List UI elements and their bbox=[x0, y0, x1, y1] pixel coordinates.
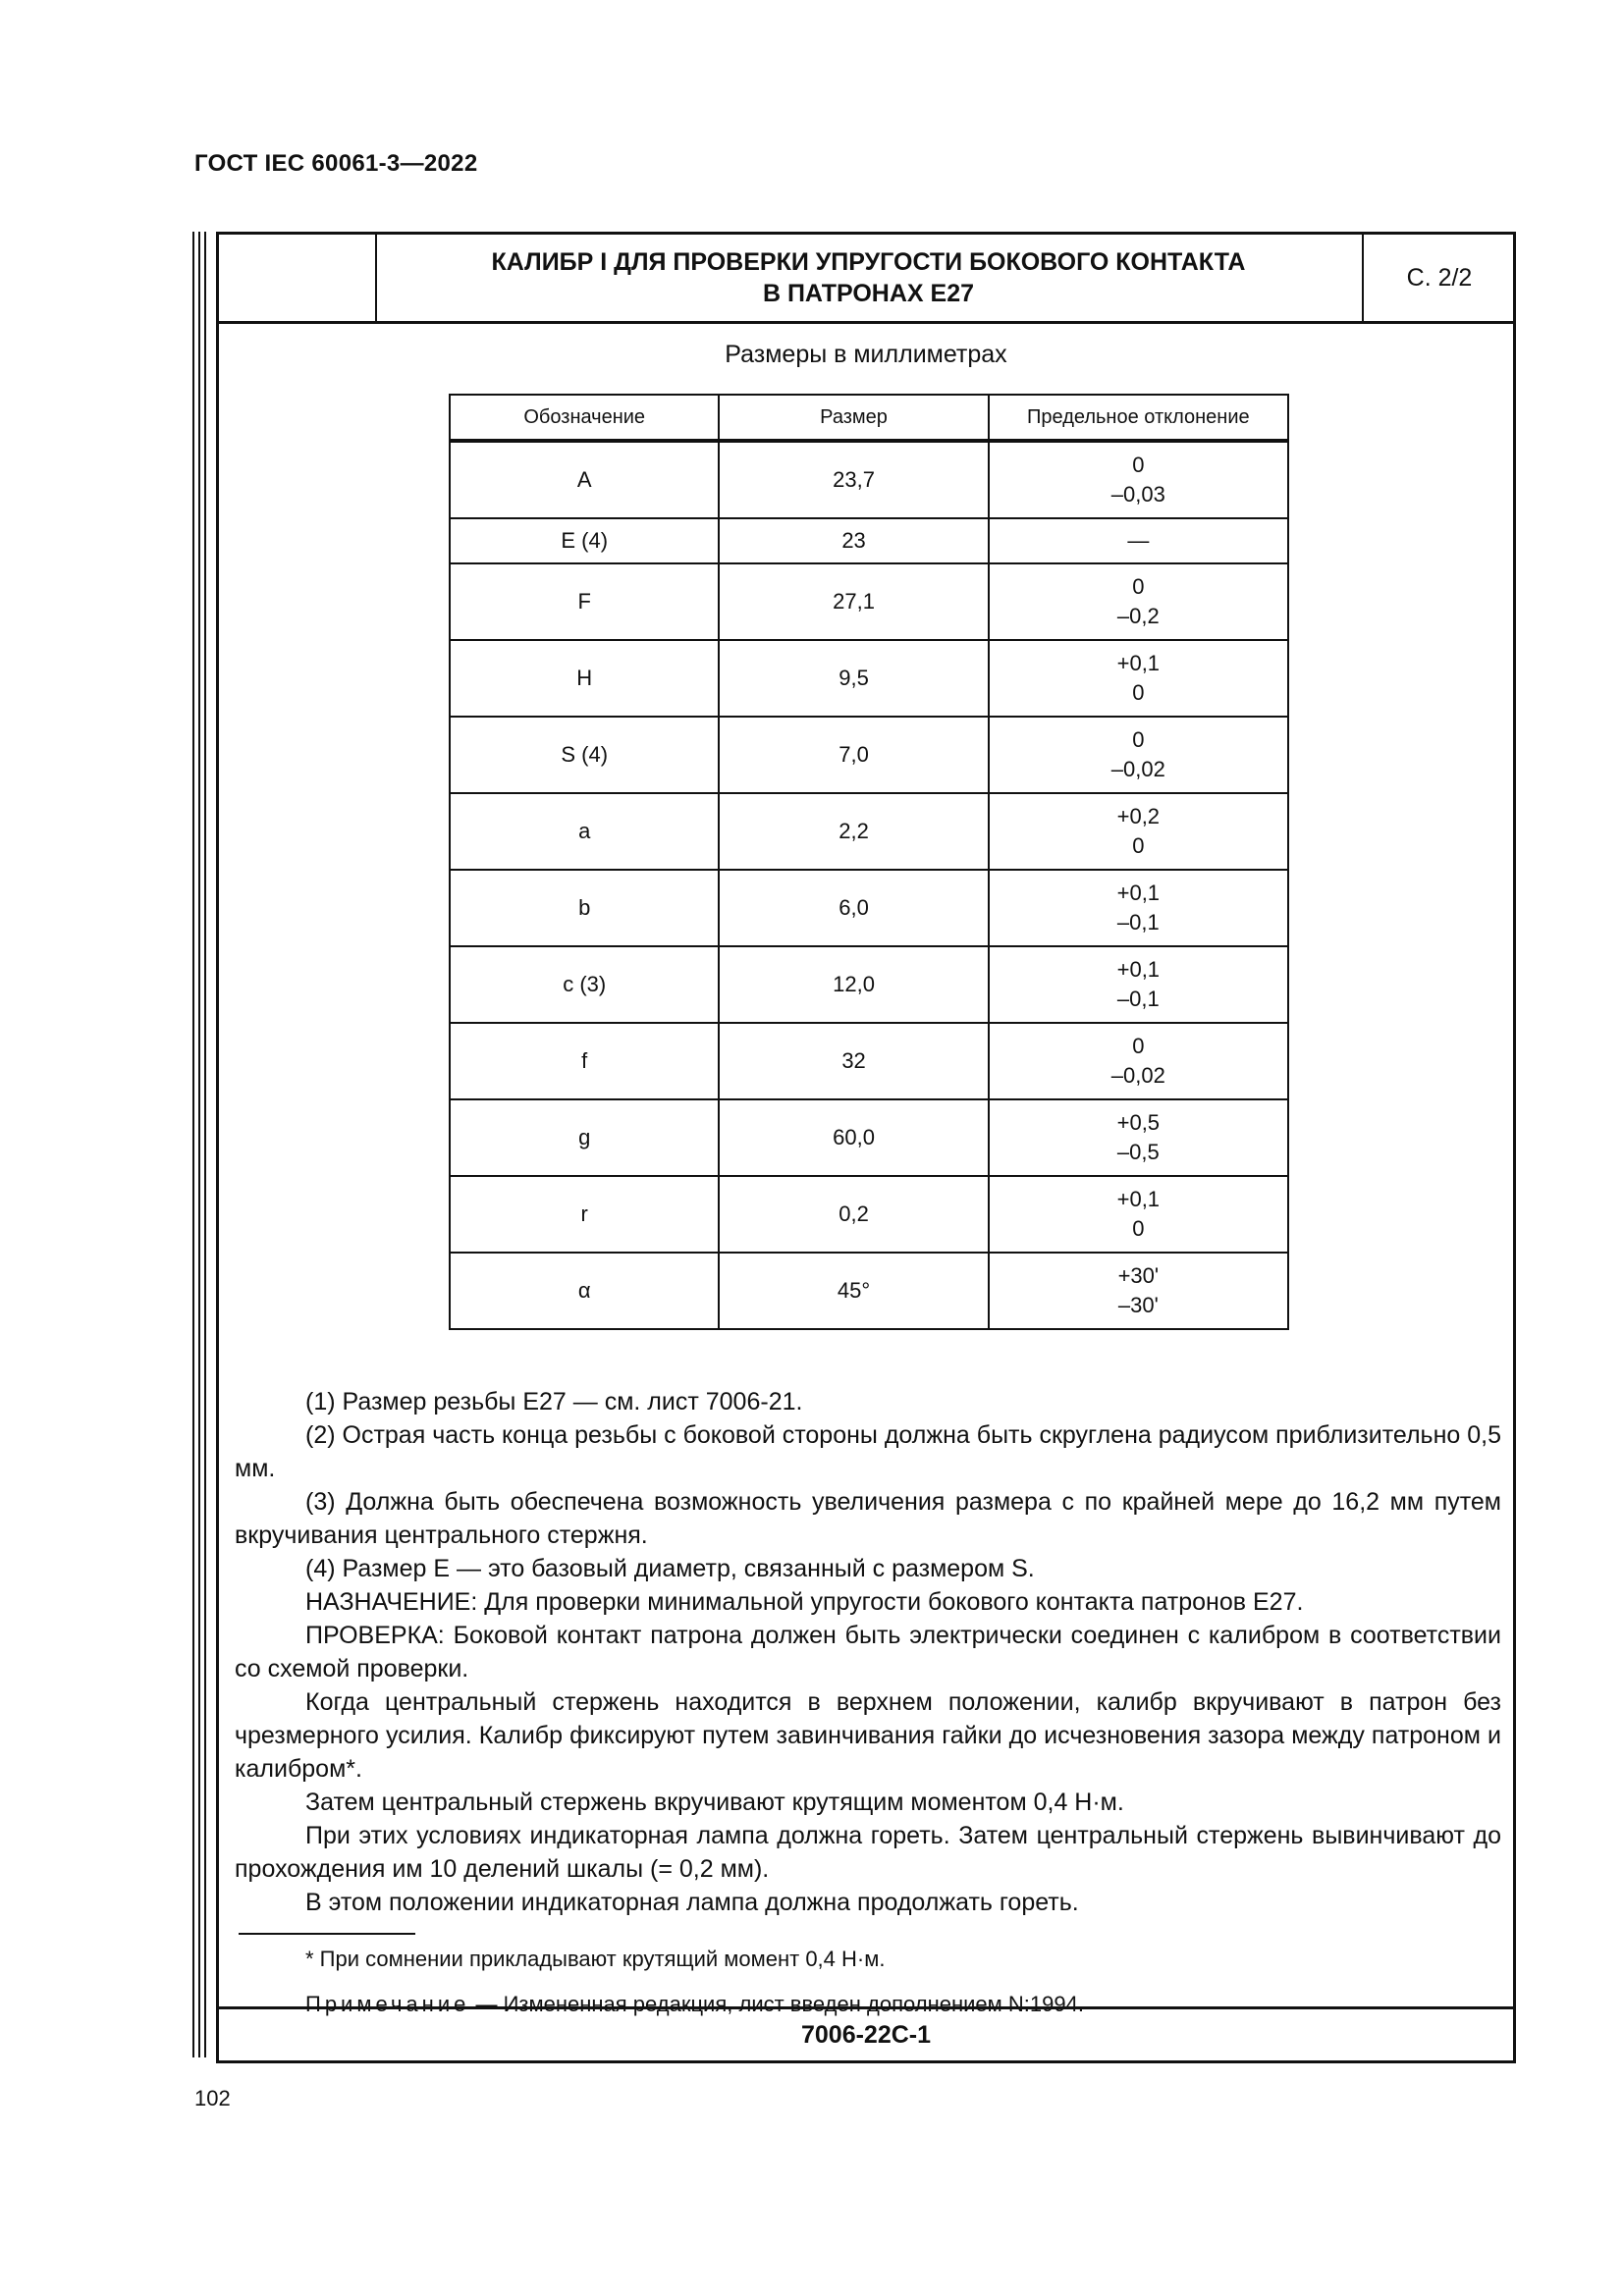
footnote: * При сомнении прикладывают крутящий момент 0,4 Н·м. bbox=[305, 1947, 886, 1971]
note-paragraph: НАЗНАЧЕНИЕ: Для проверки минимальной упругости бокового контакта патронов Е27. bbox=[305, 1588, 1304, 1616]
symbol-cell: g bbox=[450, 1099, 719, 1176]
note-paragraph: (3) Должна быть обеспечена возможность увеличения размера с по крайней мере до 16,2 мм путем вкручивания центрального стержня. bbox=[235, 1488, 1501, 1549]
notes-block bbox=[235, 1385, 1501, 1919]
note-paragraph: Затем центральный стержень вкручивают крутящим моментом 0,4 Н·м. bbox=[305, 1789, 1124, 1816]
size-cell: 7,0 bbox=[719, 717, 988, 793]
size-cell: 27,1 bbox=[719, 563, 988, 640]
column-header: Предельное отклонение bbox=[989, 395, 1288, 441]
column-header: Обозначение bbox=[450, 395, 719, 441]
sheet-frame bbox=[216, 232, 1516, 2063]
table-row bbox=[450, 1023, 1288, 1099]
deviation-cell: +0,1 0 bbox=[989, 1176, 1288, 1253]
binding-rule bbox=[204, 232, 206, 2057]
symbol-cell: F bbox=[450, 563, 719, 640]
symbol-cell: E (4) bbox=[450, 518, 719, 563]
remark-text: — Измененная редакция, лист введен дополнением N:1994. bbox=[469, 1992, 1084, 2016]
table-row bbox=[450, 717, 1288, 793]
column-header: Размер bbox=[719, 395, 988, 441]
note-paragraph: (2) Острая часть конца резьбы с боковой стороны должна быть скруглена радиусом приблизительно 0,5 мм. bbox=[235, 1421, 1501, 1482]
symbol-cell: α bbox=[450, 1253, 719, 1329]
deviation-cell: +0,1 –0,1 bbox=[989, 946, 1288, 1023]
deviation-cell: 0 –0,02 bbox=[989, 717, 1288, 793]
size-cell: 9,5 bbox=[719, 640, 988, 717]
page-number: 102 bbox=[194, 2086, 231, 2110]
note-paragraph: (4) Размер Е — это базовый диаметр, связанный с размером S. bbox=[305, 1555, 1035, 1582]
table-row bbox=[450, 518, 1288, 563]
header-blank-cell bbox=[219, 235, 377, 321]
deviation-cell: +30' –30' bbox=[989, 1253, 1288, 1329]
size-cell: 2,2 bbox=[719, 793, 988, 870]
note-paragraph: (1) Размер резьбы Е27 — см. лист 7006-21. bbox=[305, 1388, 803, 1415]
size-cell: 23,7 bbox=[719, 441, 988, 518]
footnote-separator bbox=[239, 1933, 415, 1935]
table-row bbox=[450, 870, 1288, 946]
deviation-cell: +0,2 0 bbox=[989, 793, 1288, 870]
size-cell: 60,0 bbox=[719, 1099, 988, 1176]
units-caption: Размеры в миллиметрах bbox=[725, 341, 1007, 368]
binding-rule bbox=[192, 232, 194, 2057]
size-cell: 6,0 bbox=[719, 870, 988, 946]
table-row bbox=[450, 946, 1288, 1023]
deviation-cell: +0,1 0 bbox=[989, 640, 1288, 717]
deviation-cell: 0 –0,2 bbox=[989, 563, 1288, 640]
symbol-cell: r bbox=[450, 1176, 719, 1253]
note-paragraph: ПРОВЕРКА: Боковой контакт патрона должен быть электрически соединен с калибром в соответствии со схемой проверки. bbox=[235, 1622, 1501, 1682]
note-paragraph: Когда центральный стержень находится в верхнем положении, калибр вкручивают в патрон без чрезмерного усилия. Калибр фиксируют путем завинчивания гайки до исчезновения зазора между патроном и калибром*. bbox=[235, 1688, 1501, 1783]
deviation-cell: 0 –0,03 bbox=[989, 441, 1288, 518]
note-paragraph: При этих условиях индикаторная лампа должна гореть. Затем центральный стержень вывинчивают до прохождения им 10 делений шкалы (= 0,2 мм). bbox=[235, 1822, 1501, 1883]
size-cell: 32 bbox=[719, 1023, 988, 1099]
table-row bbox=[450, 441, 1288, 518]
table-header-row bbox=[450, 395, 1288, 441]
symbol-cell: f bbox=[450, 1023, 719, 1099]
table-row bbox=[450, 1099, 1288, 1176]
table-row bbox=[450, 640, 1288, 717]
size-cell: 0,2 bbox=[719, 1176, 988, 1253]
table-row bbox=[450, 563, 1288, 640]
note-paragraph: В этом положении индикаторная лампа должна продолжать гореть. bbox=[305, 1889, 1079, 1916]
binding-rule bbox=[198, 232, 200, 2057]
sheet-code: 7006-22С-1 bbox=[219, 2006, 1513, 2060]
size-cell: 12,0 bbox=[719, 946, 988, 1023]
dimensions-table bbox=[449, 394, 1289, 1330]
document-code: ГОСТ IEC 60061-3—2022 bbox=[194, 150, 478, 177]
size-cell: 45° bbox=[719, 1253, 988, 1329]
symbol-cell: A bbox=[450, 441, 719, 518]
symbol-cell: c (3) bbox=[450, 946, 719, 1023]
remark-label: Примечание bbox=[305, 1992, 470, 2016]
table-row bbox=[450, 1176, 1288, 1253]
symbol-cell: b bbox=[450, 870, 719, 946]
sheet-header bbox=[219, 235, 1513, 324]
deviation-cell: +0,5 –0,5 bbox=[989, 1099, 1288, 1176]
size-cell: 23 bbox=[719, 518, 988, 563]
sheet-page: С. 2/2 bbox=[1362, 235, 1515, 321]
table-row bbox=[450, 793, 1288, 870]
symbol-cell: S (4) bbox=[450, 717, 719, 793]
deviation-cell: — bbox=[989, 518, 1288, 563]
symbol-cell: a bbox=[450, 793, 719, 870]
sheet-title: КАЛИБР I ДЛЯ ПРОВЕРКИ УПРУГОСТИ БОКОВОГО КОНТАКТА В ПАТРОНАХ Е27 bbox=[491, 248, 1246, 307]
deviation-cell: +0,1 –0,1 bbox=[989, 870, 1288, 946]
table-row bbox=[450, 1253, 1288, 1329]
symbol-cell: H bbox=[450, 640, 719, 717]
deviation-cell: 0 –0,02 bbox=[989, 1023, 1288, 1099]
